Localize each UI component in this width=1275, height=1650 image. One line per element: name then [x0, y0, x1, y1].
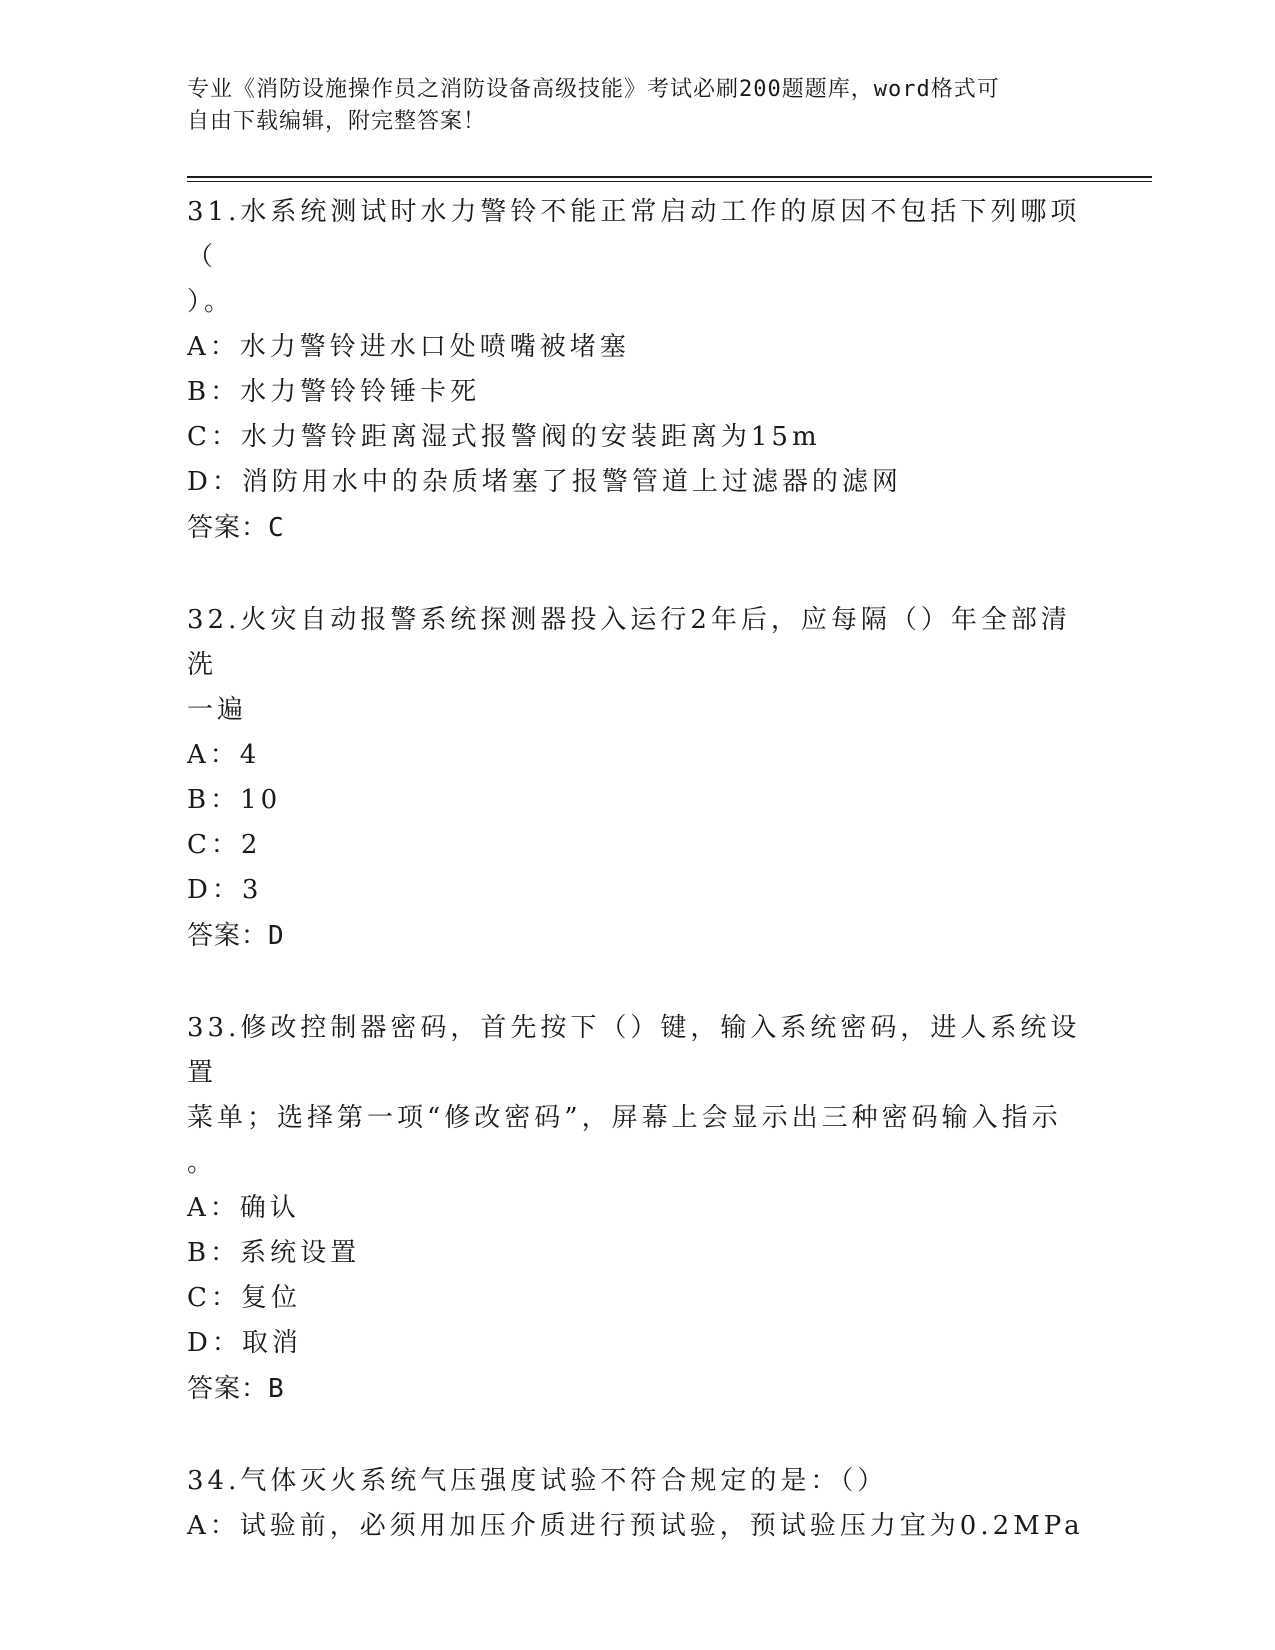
question-31: [187, 188, 1087, 551]
answer-value: D: [268, 921, 285, 951]
option-c: C：2: [187, 830, 262, 860]
question-text-line: 31.水系统测试时水力警铃不能正常启动工作的原因不包括下列哪项（: [187, 197, 1081, 272]
header-line-1: 专业《消防设施操作员之消防设备高级技能》考试必刷200题题库，word格式可: [187, 77, 1000, 102]
option-c: C：水力警铃距离湿式报警阀的安装距离为15m: [187, 422, 821, 452]
option-a: A：水力警铃进水口处喷嘴被堵塞: [187, 332, 630, 362]
question-34: [187, 1457, 1087, 1549]
answer: [187, 505, 1087, 551]
question-33: [187, 1004, 1087, 1412]
answer-label: 答案：: [187, 1374, 269, 1404]
question-text: [187, 596, 1087, 733]
answer: [187, 913, 1087, 959]
option-a: A：4: [187, 740, 261, 770]
answer-label: 答案：: [187, 921, 269, 951]
question-text-line: 一遍: [187, 695, 248, 725]
option-a: A：试验前，必须用加压介质进行预试验，预试验压力宜为0.2MPa: [187, 1511, 1084, 1541]
question-list: [187, 188, 1087, 1594]
option-a: A：确认: [187, 1193, 300, 1223]
question-text: [187, 1004, 1087, 1186]
question-text-line: ）。: [187, 287, 235, 317]
option-d: D：消防用水中的杂质堵塞了报警管道上过滤器的滤网: [187, 467, 902, 497]
question-text-line: 菜单；选择第一项“修改密码”，屏幕上会显示出三种密码输入指示: [187, 1103, 1062, 1133]
question-text-line: 。: [187, 1148, 218, 1178]
header-divider-thick: [187, 176, 1152, 178]
answer-value: C: [268, 513, 285, 543]
option-b: B：水力警铃铃锤卡死: [187, 377, 481, 407]
option-b: B：系统设置: [187, 1238, 361, 1268]
question-32: [187, 596, 1087, 959]
header-divider-thin: [187, 181, 1152, 182]
question-text: [187, 1457, 1087, 1504]
document-header: [187, 74, 1087, 138]
option-c: C：复位: [187, 1283, 301, 1313]
option-d: D：取消: [187, 1328, 302, 1358]
question-text: [187, 188, 1087, 325]
answer: [187, 1366, 1087, 1412]
option-d: D：3: [187, 875, 263, 905]
option-b: B：10: [187, 785, 282, 815]
answer-value: B: [268, 1374, 285, 1404]
answer-label: 答案：: [187, 513, 269, 543]
header-line-2: 自由下载编辑，附完整答案！: [187, 109, 487, 134]
question-text-line: 34.气体灭火系统气压强度试验不符合规定的是：（）: [187, 1466, 888, 1496]
question-text-line: 32.火灾自动报警系统探测器投入运行2年后，应每隔（）年全部清洗: [187, 605, 1071, 680]
question-text-line: 33.修改控制器密码，首先按下（）键，输入系统密码，进人系统设置: [187, 1013, 1081, 1088]
